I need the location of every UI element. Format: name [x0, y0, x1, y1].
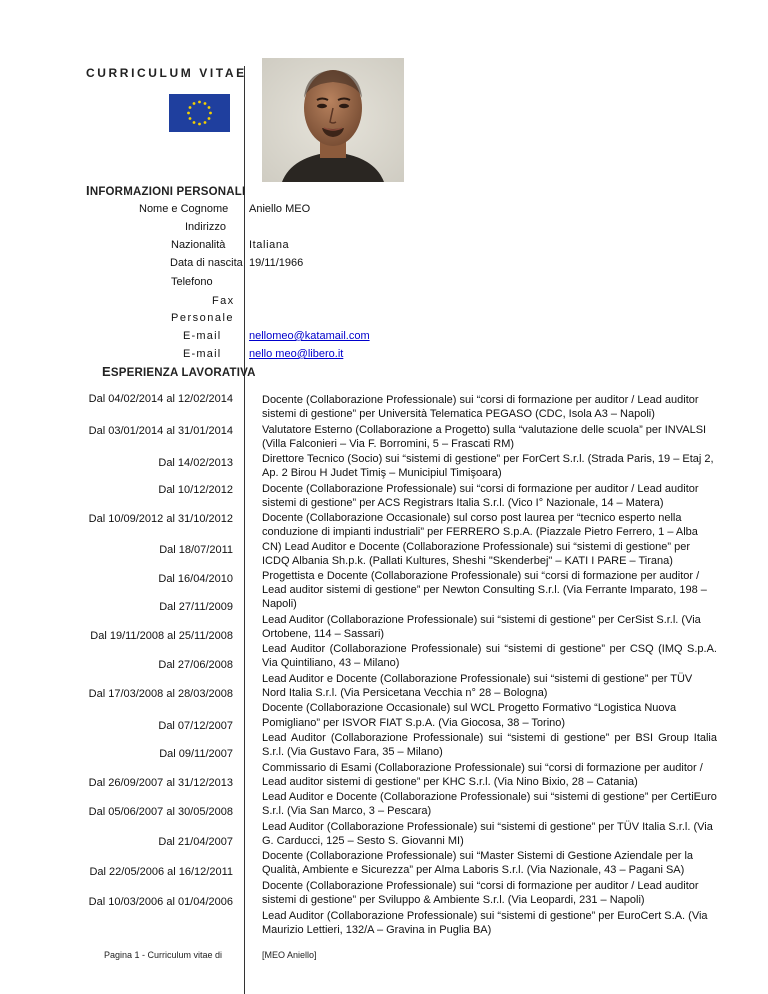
- date-item: Dal 07/12/2007: [158, 720, 233, 732]
- experience-entry: Lead Auditor (Collaborazione Professionale) sui “sistemi di gestione” per BSI Group Italia S.r.l. (Via Gustavo Fara, 35 – Milano): [262, 732, 717, 759]
- experience-entry: Lead Auditor (Collaborazione Professionale) sui “sistemi di gestione” per CerSist S.r.l. (Via Ortobene, 114 – Sassari): [262, 613, 701, 640]
- date-item: Dal 04/02/2014 al 12/02/2014: [88, 393, 233, 405]
- eu-flag-logo: [169, 94, 230, 132]
- footer-author: [MEO Aniello]: [262, 950, 317, 960]
- date-item: Dal 14/02/2013: [158, 457, 233, 469]
- date-item: Dal 03/01/2014 al 31/01/2014: [88, 425, 233, 437]
- date-item: Dal 27/06/2008: [158, 659, 233, 671]
- date-item: Dal 16/04/2010: [158, 573, 233, 585]
- email2-label: E-mail: [183, 348, 222, 360]
- experience-entry: Valutatore Esterno (Collaborazione a Progetto) sulla “valutazione delle scuola” per INVALSI (Villa Falconieri – Via F. Borromini, 5 – Frascati RM): [262, 423, 707, 450]
- personal-info-heading: INFORMAZIONI PERSONALI: [86, 183, 246, 198]
- experience-entry: Docente (Collaborazione Professionale) sui “corsi di formazione per auditor / Lead auditor sistemi di gestione” per Università Telematica PEGASO (CDC, Isola A3 – Napoli): [262, 394, 699, 421]
- eu-stars-icon: [169, 94, 230, 132]
- vertical-divider: [244, 66, 245, 994]
- fax-label: Fax: [212, 295, 235, 307]
- experience-entry: Progettista e Docente (Collaborazione Professionale) sui “corsi di formazione per auditor / Lead auditor sistemi di gestione” per Newton Consulting S.r.l. (Via Ferrante Imparato, 198 – Napoli): [262, 570, 707, 611]
- experience-entry: Lead Auditor e Docente (Collaborazione Professionale) sui “sistemi di gestione” per CertiEuro S.r.l. (Via San Marco, 3 – Pescara): [262, 791, 717, 818]
- experience-entry: Lead Auditor (Collaborazione Professionale) sui “sistemi di gestione” per EuroCert S.A. (Via Maurizio Lettieri, 132/A – Gravina in Puglia BA): [262, 909, 708, 936]
- address-label: Indirizzo: [185, 221, 226, 233]
- experience-entry: Docente (Collaborazione Professionale) sui “corsi di formazione per auditor / Lead auditor sistemi di gestione” per Sviluppo & Ambiente S.r.l. (Via Leopardi, 231 – Napoli): [262, 879, 699, 907]
- experience-entry: Direttore Tecnico (Socio) sui “sistemi di gestione” per ForCert S.r.l. (Strada Paris, 19 – Etaj 2, Ap. 2 Birou H Judet Timiş – Municipiul Timişoara): [262, 453, 714, 480]
- date-item: Dal 26/09/2007 al 31/12/2013: [88, 777, 233, 789]
- experience-list: [262, 393, 717, 938]
- profile-photo: [262, 58, 404, 182]
- email2-link[interactable]: nello meo@libero.it: [249, 348, 344, 360]
- date-item: Dal 27/11/2009: [159, 601, 233, 613]
- email1-label: E-mail: [183, 330, 222, 342]
- experience-entry: Lead Auditor (Collaborazione Professionale) sui “sistemi di gestione” per CSQ (IMQ S.p.A. Via Quintiliano, 43 – Milano): [262, 643, 717, 670]
- work-experience-heading: ESPERIENZA LAVORATIVA: [102, 364, 256, 379]
- birth-value: 19/11/1966: [249, 257, 304, 269]
- date-item: Dal 21/04/2007: [158, 836, 233, 848]
- name-label: Nome e Cognome: [139, 203, 229, 215]
- personal-label: Personale: [171, 312, 235, 324]
- experience-entry: Commissario di Esami (Collaborazione Professionale) sui “corsi di formazione per auditor / Lead auditor sistemi di gestione” per KHC S.r.l. (Via Nino Bixio, 28 – Catania): [262, 761, 703, 788]
- phone-label: Telefono: [171, 276, 213, 288]
- date-item: Dal 19/11/2008 al 25/11/2008: [90, 630, 233, 642]
- date-item: Dal 09/11/2007: [159, 748, 233, 760]
- footer-page-label: Pagina 1 - Curriculum vitae di: [104, 950, 223, 960]
- experience-entry: Lead Auditor e Docente (Collaborazione Professionale) sui “sistemi di gestione” per TÜV Nord Italia S.r.l. (Via Persicetana Vecchia n° 28 – Bologna): [262, 672, 693, 699]
- date-item: Dal 10/03/2006 al 01/04/2006: [88, 896, 233, 908]
- nationality-label: Nazionalità: [171, 239, 226, 251]
- date-item: Dal 10/09/2012 al 31/10/2012: [88, 513, 233, 525]
- name-value: Aniello MEO: [249, 203, 311, 215]
- experience-entry: Docente (Collaborazione Occasionale) sul WCL Progetto Formativo “Logistica Nuova Pomigliano” per ISVOR FIAT S.p.A. (Via Giocosa, 38 – Torino): [262, 702, 677, 729]
- email1-link[interactable]: nellomeo@katamail.com: [249, 330, 370, 342]
- birth-label: Data di nascita: [170, 257, 243, 269]
- experience-entry: Docente (Collaborazione Occasionale) sul corso post laurea per “tecnico esperto nella conduzione di impianti industriali” per FERRERO S.p.A. (Piazzale Pietro Ferrero, 1 – Alba CN) Lead Auditor e Docente (Collaborazione Professionale) sui “sistemi di gestione” per ICDQ Albania Sh.p.k. (Pallati Kultures, Sheshi "Skenderbej" – KATI I PARE – Tirana): [262, 512, 698, 567]
- experience-entry: Docente (Collaborazione Professionale) sui “corsi di formazione per auditor / Lead auditor sistemi di gestione” per ACS Registrars Italia S.r.l. (Vico I° Nazionale, 14 – Matera): [262, 482, 699, 509]
- date-item: Dal 18/07/2011: [159, 544, 233, 556]
- cv-title: CURRICULUM VITAE: [86, 66, 247, 80]
- date-item: Dal 22/05/2006 al 16/12/2011: [89, 866, 233, 878]
- date-item: Dal 17/03/2008 al 28/03/2008: [88, 688, 233, 700]
- date-item: Dal 05/06/2007 al 30/05/2008: [88, 806, 233, 818]
- date-item: Dal 10/12/2012: [158, 484, 233, 496]
- nationality-value: Italiana: [249, 239, 290, 251]
- experience-entry: Lead Auditor (Collaborazione Professionale) sui “sistemi di gestione” per TÜV Italia S.r.l. (Via G. Carducci, 125 – Sesto S. Giovanni MI): [262, 820, 713, 847]
- experience-entry: Docente (Collaborazione Professionale) sui “Master Sistemi di Gestione Aziendale per la Qualità, Ambiente e Sicurezza” per Alma Laboris S.r.l. (Via Nazionale, 43 – Pagani SA): [262, 850, 694, 877]
